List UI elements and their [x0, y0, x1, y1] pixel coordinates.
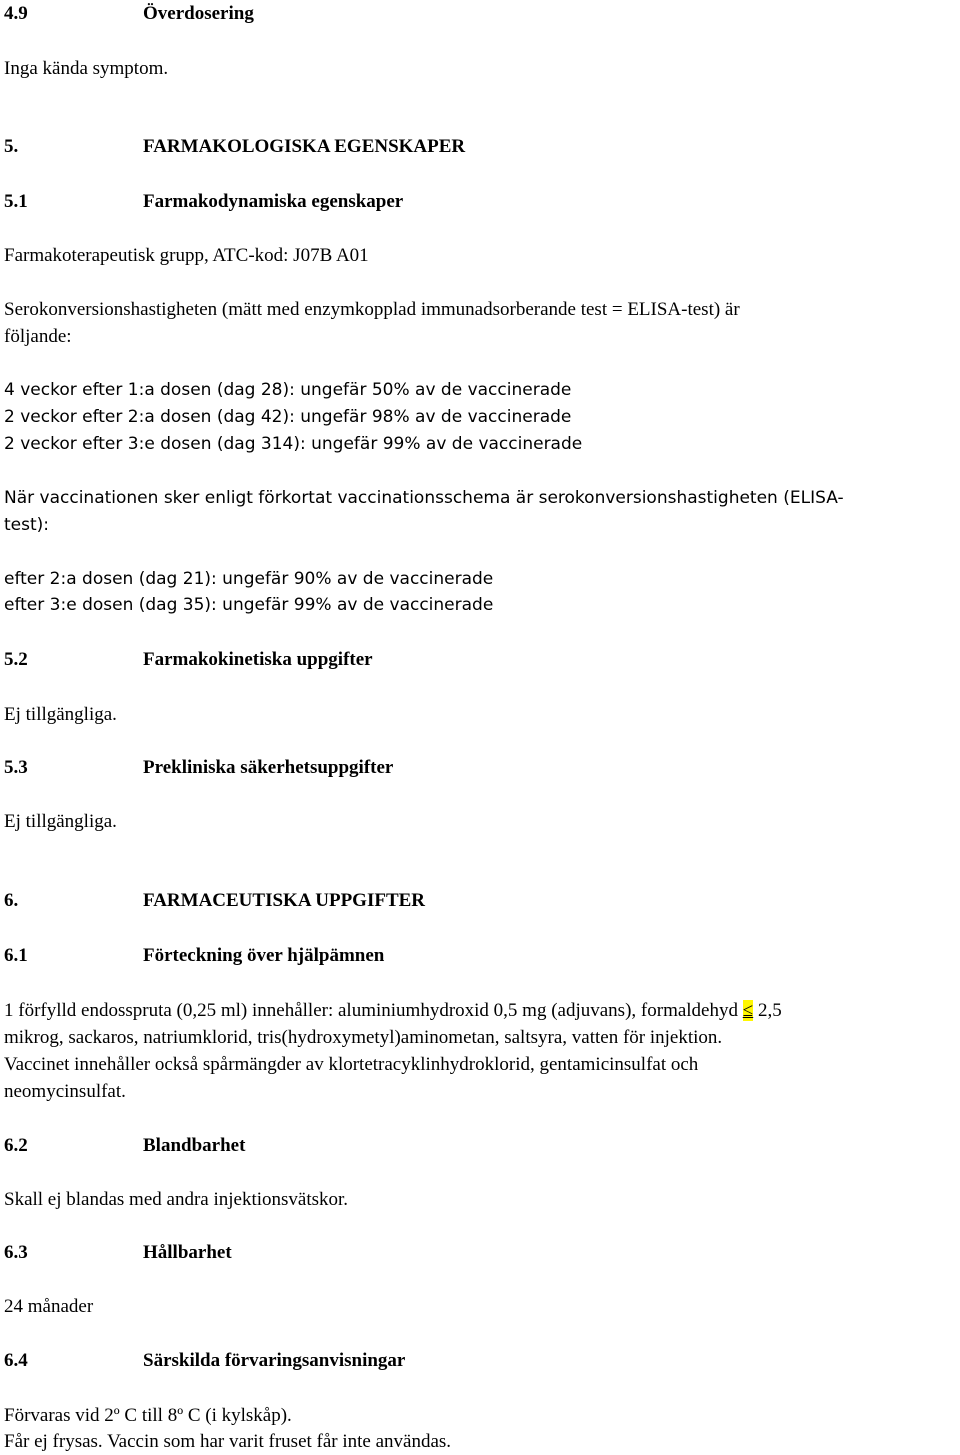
- section-number: 6.3: [4, 1242, 28, 1263]
- section-number: 5.3: [4, 757, 28, 778]
- section-title: Förteckning över hjälpämnen: [143, 945, 385, 966]
- section-number: 6.4: [4, 1350, 28, 1371]
- section-number: 6.: [4, 890, 19, 911]
- short-schedule-rate-line: efter 3:e dosen (dag 35): ungefär 99% av de vaccinerade: [4, 595, 494, 615]
- section-6-3-heading: [4, 1240, 232, 1266]
- section-title: Hållbarhet: [143, 1242, 232, 1263]
- pharmacokinetics-text: Ej tillgängliga.: [4, 704, 117, 725]
- excipients-text: 1 förfylld endosspruta (0,25 ml) innehåller: aluminiumhydroxid 0,5 mg (adjuvans), formaldehyd: [4, 1000, 738, 1021]
- section-title: FARMACEUTISKA UPPGIFTER: [143, 890, 426, 911]
- short-schedule-intro-line: test):: [4, 515, 50, 535]
- short-schedule-rate-line: efter 2:a dosen (dag 21): ungefär 90% av de vaccinerade: [4, 569, 494, 589]
- section-6-2-heading: [4, 1133, 245, 1159]
- section-title: Farmakokinetiska uppgifter: [143, 649, 373, 670]
- section-6-heading: [4, 888, 425, 914]
- preclinical-text: Ej tillgängliga.: [4, 811, 117, 832]
- excipients-line: [4, 998, 782, 1024]
- shelf-life-text: 24 månader: [4, 1296, 94, 1317]
- overdose-text: Inga kända symptom.: [4, 58, 169, 79]
- seroconversion-intro-line: Serokonversionshastigheten (mätt med enzymkopplad immunadsorberande test = ELISA-test) är: [4, 299, 740, 320]
- excipients-line: neomycinsulfat.: [4, 1081, 126, 1102]
- storage-line: Får ej frysas. Vaccin som har varit fruset får inte användas.: [4, 1431, 452, 1452]
- section-6-4-heading: [4, 1348, 405, 1374]
- section-title: Särskilda förvaringsanvisningar: [143, 1350, 406, 1371]
- section-number: 5.2: [4, 649, 28, 670]
- excipients-line: mikrog, sackaros, natriumklorid, tris(hydroxymetyl)aminometan, saltsyra, vatten för injektion.: [4, 1027, 723, 1048]
- section-5-heading: [4, 134, 465, 160]
- excipients-text: 2,5: [757, 1000, 782, 1021]
- section-5-1-heading: [4, 189, 403, 215]
- seroconversion-rate-line: 4 veckor efter 1:a dosen (dag 28): ungefär 50% av de vaccinerade: [4, 380, 572, 400]
- section-title: FARMAKOLOGISKA EGENSKAPER: [143, 136, 466, 157]
- section-number: 4.9: [4, 3, 28, 24]
- excipients-line: Vaccinet innehåller också spårmängder av klortetracyklinhydroklorid, gentamicinsulfat och: [4, 1054, 699, 1075]
- atc-code-text: Farmakoterapeutisk grupp, ATC-kod: J07B A01: [4, 245, 369, 266]
- section-title: Blandbarhet: [143, 1135, 246, 1156]
- section-5-2-heading: [4, 647, 373, 673]
- storage-line: Förvaras vid 2º C till 8º C (i kylskåp).: [4, 1405, 292, 1426]
- section-6-1-heading: [4, 943, 384, 969]
- section-number: 5.1: [4, 191, 28, 212]
- seroconversion-rate-line: 2 veckor efter 3:e dosen (dag 314): ungefär 99% av de vaccinerade: [4, 434, 583, 454]
- section-5-3-heading: [4, 755, 393, 781]
- seroconversion-intro-line: följande:: [4, 326, 72, 347]
- section-title: Prekliniska säkerhetsuppgifter: [143, 757, 394, 778]
- seroconversion-rate-line: 2 veckor efter 2:a dosen (dag 42): ungefär 98% av de vaccinerade: [4, 407, 572, 427]
- section-4-9-heading: [4, 1, 254, 27]
- section-title: Farmakodynamiska egenskaper: [143, 191, 404, 212]
- short-schedule-intro-line: När vaccinationen sker enligt förkortat vaccinationsschema är serokonversionshastigheten (ELISA-: [4, 488, 844, 508]
- section-number: 6.1: [4, 945, 28, 966]
- section-title: Överdosering: [143, 3, 254, 24]
- section-number: 5.: [4, 136, 19, 157]
- compatibility-text: Skall ej blandas med andra injektionsvätskor.: [4, 1189, 349, 1210]
- less-or-equal-symbol: ≤: [742, 1000, 754, 1021]
- section-number: 6.2: [4, 1135, 28, 1156]
